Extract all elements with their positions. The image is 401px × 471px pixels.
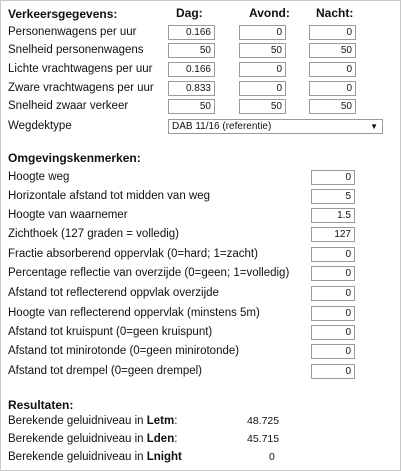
evening-input[interactable]: 50: [239, 43, 286, 58]
road-type-label: Wegdektype: [8, 120, 72, 132]
environment-row-label: Hoogte weg: [8, 171, 70, 183]
day-input[interactable]: 0.833: [168, 81, 215, 96]
environment-row-label: Hoogte van reflecterend oppervlak (minstens 5m): [8, 307, 260, 319]
result-row-label: Berekende geluidniveau in Letm:: [8, 415, 178, 427]
environment-row-label: Afstand tot drempel (0=geen drempel): [8, 365, 203, 377]
night-input[interactable]: 0: [309, 81, 356, 96]
col-header-evening: Avond:: [249, 6, 290, 20]
environment-input[interactable]: 0: [311, 286, 355, 301]
result-metric: Letm: [146, 415, 175, 427]
environment-input[interactable]: 0: [311, 266, 355, 281]
environment-row-label: Horizontale afstand tot midden van weg: [8, 190, 211, 202]
traffic-row-label: Personenwagens per uur: [8, 26, 137, 38]
environment-row-label: Zichthoek (127 graden = volledig): [8, 228, 180, 240]
environment-row-label: Hoogte van waarnemer: [8, 209, 128, 221]
road-type-select[interactable]: [168, 119, 383, 134]
result-value: 48.725: [247, 415, 280, 427]
traffic-section-title: Verkeersgegevens:: [8, 7, 118, 21]
traffic-row-label: Lichte vrachtwagens per uur: [8, 63, 153, 75]
evening-input[interactable]: 0: [239, 81, 286, 96]
environment-row-label: Afstand tot minirotonde (0=geen minirotonde): [8, 345, 240, 357]
environment-input[interactable]: 1.5: [311, 208, 355, 223]
col-header-day: Dag:: [176, 6, 203, 20]
environment-input[interactable]: 0: [311, 344, 355, 359]
evening-input[interactable]: 0: [239, 25, 286, 40]
result-metric: Lnight: [146, 451, 182, 463]
night-input[interactable]: 50: [309, 43, 356, 58]
environment-row-label: Afstand tot kruispunt (0=geen kruispunt): [8, 326, 213, 338]
environment-input[interactable]: 0: [311, 170, 355, 185]
environment-input[interactable]: 0: [311, 325, 355, 340]
traffic-row-label: Snelheid zwaar verkeer: [8, 100, 129, 112]
day-input[interactable]: 50: [168, 43, 215, 58]
caret-down-icon: ▼: [370, 122, 378, 131]
result-row-label: Berekende geluidniveau in Lnight: [8, 451, 182, 463]
environment-input[interactable]: 127: [311, 227, 355, 242]
night-input[interactable]: 50: [309, 99, 356, 114]
col-header-night: Nacht:: [316, 6, 354, 20]
night-input[interactable]: 0: [309, 62, 356, 77]
environment-input[interactable]: 0: [311, 364, 355, 379]
environment-input[interactable]: 5: [311, 189, 355, 204]
environment-input[interactable]: 0: [311, 306, 355, 321]
environment-row-label: Afstand tot reflecterend oppvlak overzijde: [8, 287, 219, 299]
environment-input[interactable]: 0: [311, 247, 355, 262]
day-input[interactable]: 0.166: [168, 25, 215, 40]
results-section-title: Resultaten:: [8, 398, 74, 412]
night-input[interactable]: 0: [309, 25, 356, 40]
result-value: 0: [269, 451, 275, 463]
traffic-row-label: Zware vrachtwagens per uur: [8, 82, 154, 94]
result-value: 45.715: [247, 433, 280, 445]
day-input[interactable]: 50: [168, 99, 215, 114]
environment-row-label: Fractie absorberend oppervlak (0=hard; 1=zacht): [8, 248, 258, 260]
day-input[interactable]: 0.166: [168, 62, 215, 77]
result-metric: Lden: [146, 433, 175, 445]
evening-input[interactable]: 50: [239, 99, 286, 114]
result-row-label: Berekende geluidniveau in Lden:: [8, 433, 178, 445]
evening-input[interactable]: 0: [239, 62, 286, 77]
environment-section-title: Omgevingskenmerken:: [8, 151, 141, 165]
traffic-row-label: Snelheid personenwagens: [8, 44, 144, 56]
environment-row-label: Percentage reflectie van overzijde (0=geen; 1=volledig): [8, 267, 290, 279]
road-type-value: DAB 11/16 (referentie): [172, 121, 272, 132]
